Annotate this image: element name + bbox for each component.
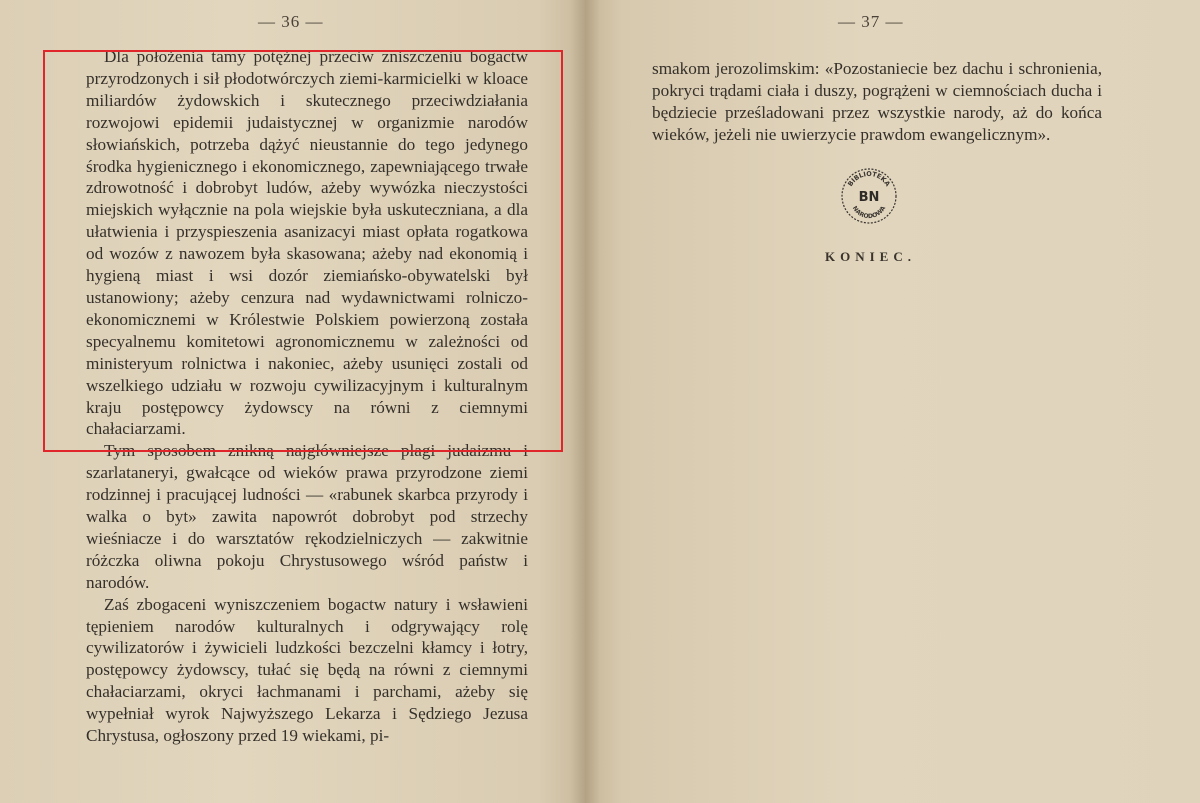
right-page (585, 0, 1200, 803)
library-stamp-icon (839, 166, 899, 226)
right-page-text (652, 58, 1102, 146)
stamp-top-text: BIBLIOTEKA (846, 169, 892, 188)
stamp-bottom-text: NARODOWA (850, 204, 888, 221)
paragraph: Dla położenia tamy potężnej przeciw zniszczeniu bogactw przyrodzonych i sił płodotwórczych ziemi-karmicielki w kloace miliardów żydowskich i skutecznego przeciwdziałania rozwojowi epidemii judaistycznej w organizmie narodów słowiańskich, potrzeba dążyć nieustannie do tego jedynego środka hygienicznego i ekonomicznego, zapewniającego trwałe zdrowotność i dobrobyt ludów, ażeby wywózka nieczystości miejskich wyłącznie na pola wiejskie była uskuteczniana, a dla ułatwienia i przyspieszenia asanizacyi miast opłata rogatkowa od wozów z nawozem była skasowana; ażeby nad ekonomią i hygieną miast i wsi dozór ziemiańsko-obywatelski był ustanowiony; ażeby cenzura nad wydawnictwami rolniczo-ekonomicznemi w Królestwie Polskiem powierzoną została specyalnemu komitetowi agronomicznemu w zależności od ministeryum rolnictwa i nakoniec, ażeby usunięci zostali od wszelkiego udziału w rozwoju cywilizacyjnym i kulturalnym kraju postępowcy żydowscy na równi z ciemnymi chałaciarzami. (86, 47, 528, 439)
left-page-text (86, 46, 528, 747)
svg-text:NARODOWA (851, 205, 887, 220)
page-number-left: — 36 — (258, 12, 324, 31)
paragraph: smakom jerozolimskim: «Pozostaniecie bez dachu i schronienia, pokryci trądami ciała i duszy, pogrążeni w ciemnościach ducha i będziecie prześladowani przez wszystkie narody, aż do końca wieków, jeżeli nie uwierzycie prawdom ewangelicznym». (652, 59, 1102, 144)
page-number-right: — 37 — (838, 12, 904, 31)
paragraph: Zaś zbogaceni wyniszczeniem bogactw natury i wsławieni tępieniem narodów kulturalnych i odgrywający rolę cywilizatorów i żywicieli ludzkości bezczelni kłamcy i łotry, postępowcy żydowscy, tułać się będą na równi z ciemnymi chałaciarzami, okryci łachmanami i parchami, ażeby się wypełniał wyrok Najwyższego Lekarza i Sędziego Jezusa Chrystusa, ogłoszony przed 19 wiekami, pi- (86, 594, 528, 746)
paragraph: Tym sposobem znikną najgłówniejsze plagi judaizmu i szarlataneryi, gwałcące od wieków prawa przyrodzone ziemi rodzinnej i pracującej ludności — «rabunek skarbca przyrody i walka o byt» zawita napowrót dobrobyt pod strzechy wieśniacze i do warsztatów rękodzielniczych — zakwitnie różczka oliwna pokoju Chrystusowego wśród państw i narodów. (86, 441, 528, 592)
left-page (0, 0, 585, 803)
stamp-center-text: BN (858, 190, 880, 205)
svg-text:BIBLIOTEKA (846, 170, 892, 188)
ending-heading: KONIEC. (825, 249, 916, 264)
